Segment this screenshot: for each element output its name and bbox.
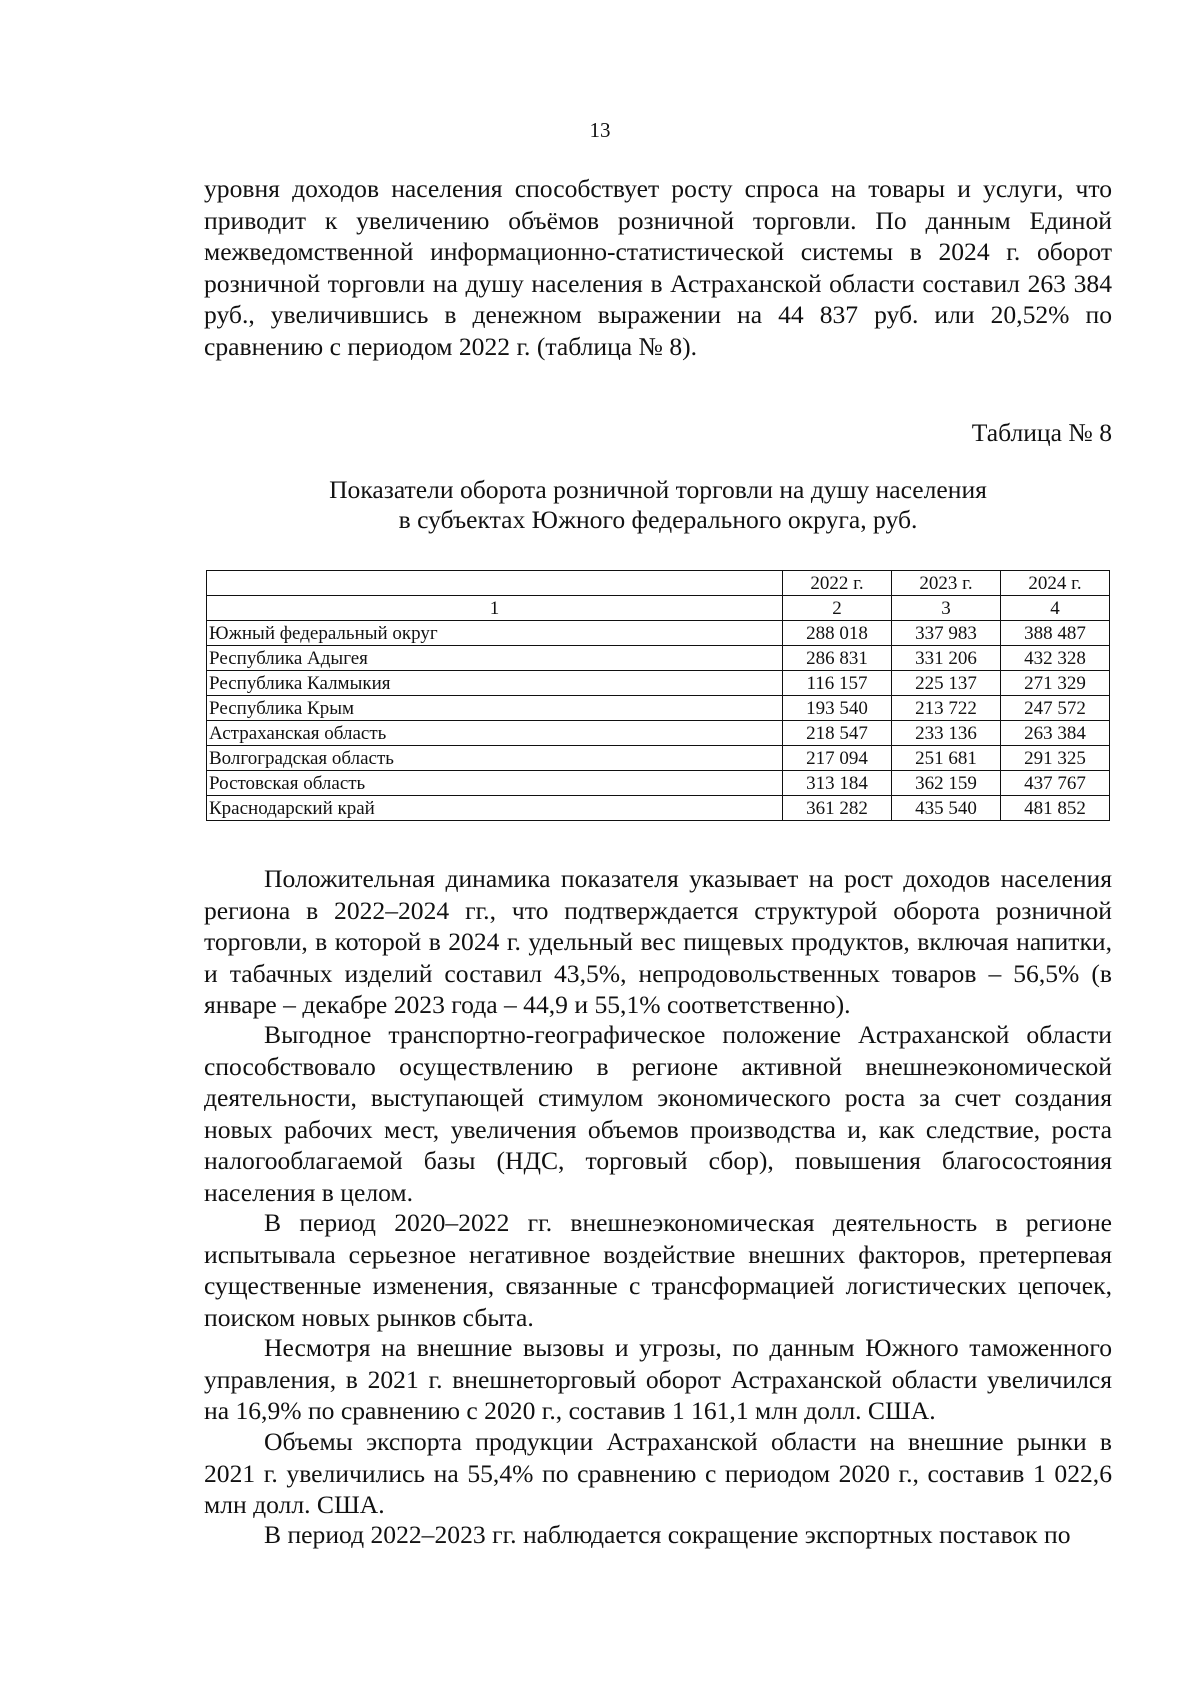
- table-title: [204, 475, 1112, 535]
- header-year-2024: 2024 г.: [1001, 571, 1110, 596]
- table-row: [207, 771, 1110, 796]
- page-number: 13: [589, 118, 611, 142]
- value-2024: 263 384: [1001, 721, 1110, 746]
- table-row: [207, 671, 1110, 696]
- body-paragraph: Объемы экспорта продукции Астраханской области на внешние рынки в 2021 г. увеличились на 55,4% по сравнению с периодом 2020 г., составив 1 022,6 млн долл. США.: [204, 1427, 1112, 1519]
- value-2024: 432 328: [1001, 646, 1110, 671]
- value-2024: 271 329: [1001, 671, 1110, 696]
- value-2024: 388 487: [1001, 621, 1110, 646]
- header-empty-cell: [207, 571, 783, 596]
- table-header-years: [207, 571, 1110, 596]
- value-2023: 233 136: [892, 721, 1001, 746]
- value-2023: 225 137: [892, 671, 1001, 696]
- region-name: Астраханская область: [207, 721, 783, 746]
- value-2022: 217 094: [783, 746, 892, 771]
- value-2024: 437 767: [1001, 771, 1110, 796]
- region-name: Республика Адыгея: [207, 646, 783, 671]
- column-number-1: 1: [207, 596, 783, 621]
- column-number-4: 4: [1001, 596, 1110, 621]
- value-2024: 481 852: [1001, 796, 1110, 821]
- value-2023: 435 540: [892, 796, 1001, 821]
- value-2022: 116 157: [783, 671, 892, 696]
- table-row: [207, 746, 1110, 771]
- intro-paragraph: уровня доходов населения способствует росту спроса на товары и услуги, что приводит к увеличению объёмов розничной торговли. По данным Единой межведомственной информационно-статистической системы в 2024 г. оборот розничной торговли на душу населения в Астраханской области составил 263 384 руб., увеличившись в денежном выражении на 44 837 руб. или 20,52% по сравнению с периодом 2022 г. (таблица № 8).: [204, 174, 1112, 361]
- region-name: Республика Калмыкия: [207, 671, 783, 696]
- value-2024: 291 325: [1001, 746, 1110, 771]
- column-number-3: 3: [892, 596, 1001, 621]
- header-year-2022: 2022 г.: [783, 571, 892, 596]
- region-name: Южный федеральный округ: [207, 621, 783, 646]
- value-2022: 286 831: [783, 646, 892, 671]
- value-2022: 288 018: [783, 621, 892, 646]
- region-name: Волгоградская область: [207, 746, 783, 771]
- value-2023: 331 206: [892, 646, 1001, 671]
- table-caption: Таблица № 8: [971, 418, 1112, 447]
- table-row: [207, 696, 1110, 721]
- table-header-column-numbers: [207, 596, 1110, 621]
- body-paragraph: Выгодное транспортно-географическое положение Астраханской области способствовало осуществлению в регионе активной внешнеэкономической деятельности, выступающей стимулом экономического роста за счет создания новых рабочих мест, увеличения объемов производства и, как следствие, роста налогооблагаемой базы (НДС, торговый сбор), повышения благосостояния населения в целом.: [204, 1020, 1112, 1207]
- region-name: Республика Крым: [207, 696, 783, 721]
- value-2024: 247 572: [1001, 696, 1110, 721]
- body-paragraph: В период 2020–2022 гг. внешнеэкономическая деятельность в регионе испытывала серьезное негативное воздействие внешних факторов, претерпевая существенные изменения, связанные с трансформацией логистических цепочек, поиском новых рынков сбыта.: [204, 1208, 1112, 1332]
- value-2023: 251 681: [892, 746, 1001, 771]
- value-2022: 313 184: [783, 771, 892, 796]
- table-row: [207, 646, 1110, 671]
- body-paragraph: Несмотря на внешние вызовы и угрозы, по данным Южного таможенного управления, в 2021 г. внешнеторговый оборот Астраханской области увеличился на 16,9% по сравнению с 2020 г., составив 1 161,1 млн долл. США.: [204, 1333, 1112, 1425]
- column-number-2: 2: [783, 596, 892, 621]
- retail-turnover-table: [206, 570, 1110, 821]
- table-row: [207, 796, 1110, 821]
- table-title-line-2: в субъектах Южного федерального округа, руб.: [398, 505, 918, 534]
- value-2023: 213 722: [892, 696, 1001, 721]
- table-row: [207, 621, 1110, 646]
- body-paragraph: Положительная динамика показателя указывает на рост доходов населения региона в 2022–2024 гг., что подтверждается структурой оборота розничной торговли, в которой в 2024 г. удельный вес пищевых продуктов, включая напитки, и табачных изделий составил 43,5%, непродовольственных товаров – 56,5% (в январе – декабре 2023 года – 44,9 и 55,1% соответственно).: [204, 864, 1112, 1019]
- region-name: Ростовская область: [207, 771, 783, 796]
- body-paragraph: В период 2022–2023 гг. наблюдается сокращение экспортных поставок по: [264, 1520, 1071, 1549]
- value-2022: 193 540: [783, 696, 892, 721]
- region-name: Краснодарский край: [207, 796, 783, 821]
- value-2022: 361 282: [783, 796, 892, 821]
- table-title-line-1: Показатели оборота розничной торговли на душу населения: [329, 475, 987, 504]
- value-2022: 218 547: [783, 721, 892, 746]
- header-year-2023: 2023 г.: [892, 571, 1001, 596]
- value-2023: 362 159: [892, 771, 1001, 796]
- table-row: [207, 721, 1110, 746]
- value-2023: 337 983: [892, 621, 1001, 646]
